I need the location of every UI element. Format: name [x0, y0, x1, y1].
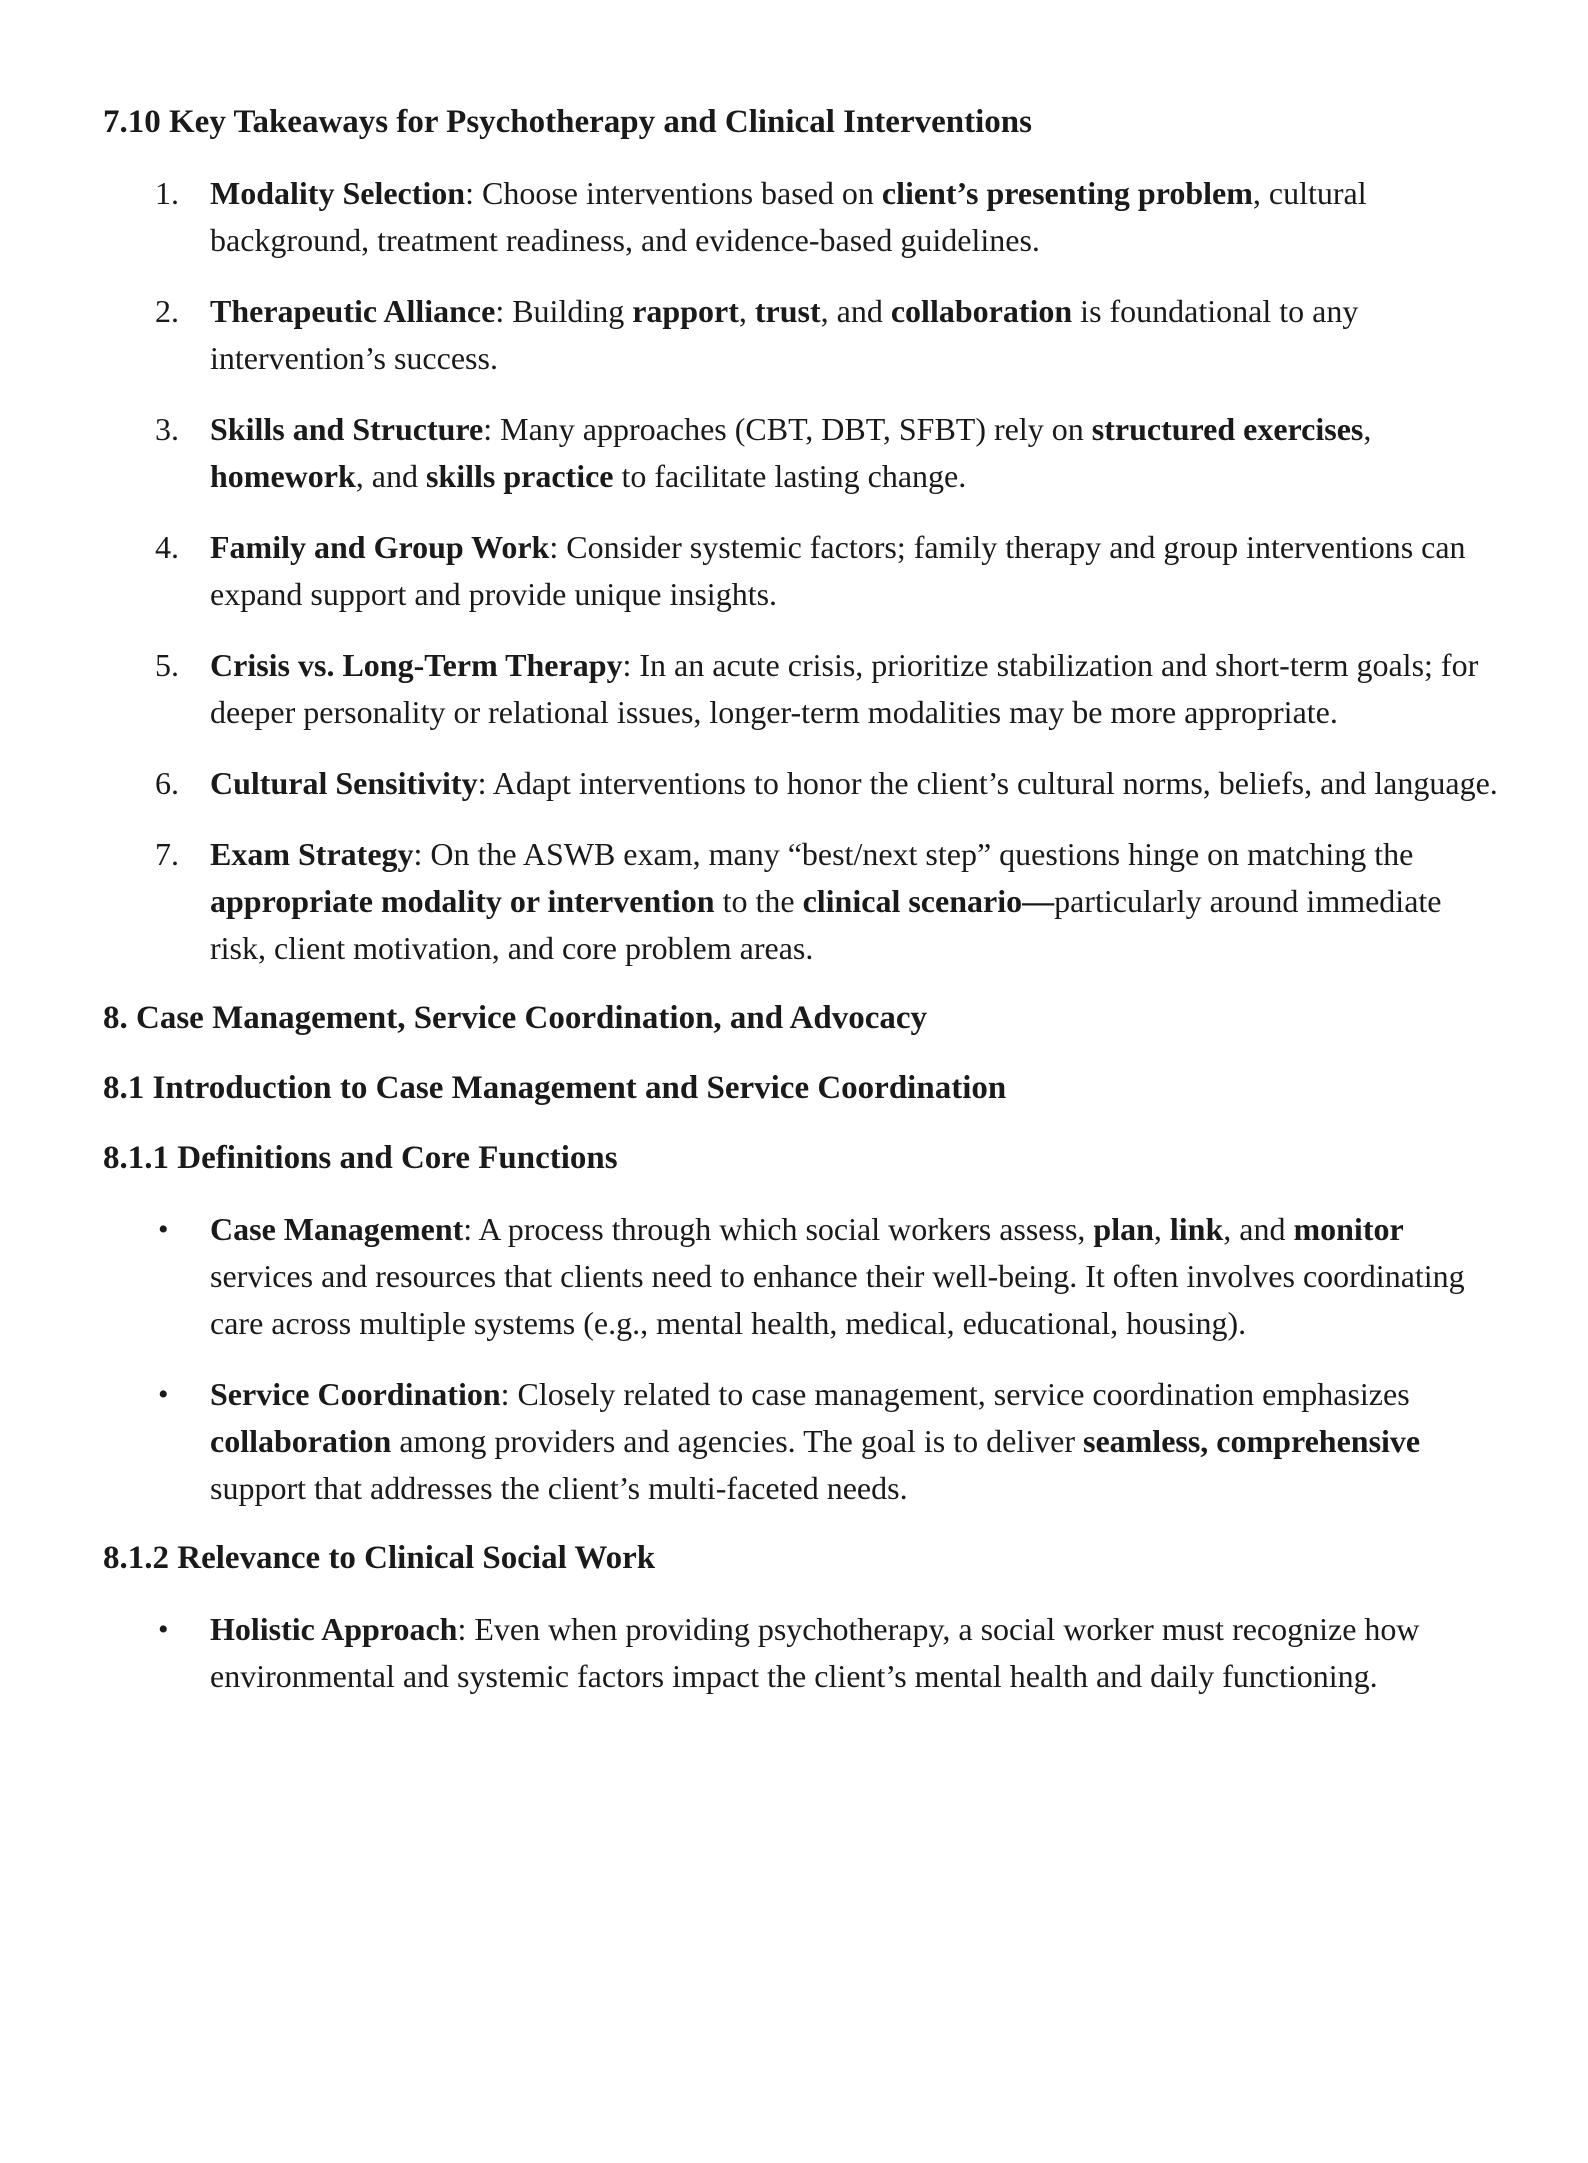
- list-item-family-and-group-work: [103, 524, 1503, 618]
- item-text: Adapt interventions to honor the client’s cultural norms, beliefs, and language.: [492, 765, 1498, 801]
- item-text: ,: [1363, 411, 1372, 447]
- list-item-skills-and-structure: [103, 406, 1503, 500]
- section-heading-8-1-2: 8.1.2 Relevance to Clinical Social Work: [103, 1540, 656, 1576]
- item-term: Service Coordination: [210, 1376, 501, 1412]
- item-text: ,: [738, 293, 755, 329]
- document-page: [103, 100, 1503, 1724]
- section-heading-8-1: 8.1 Introduction to Case Management and Service Coordination: [103, 1070, 1007, 1106]
- item-term: Cultural Sensitivity: [210, 765, 478, 801]
- item-text: ,: [1153, 1211, 1170, 1247]
- item-term: Crisis vs. Long-Term Therapy: [210, 647, 623, 683]
- item-sep: :: [477, 765, 493, 801]
- list-item-service-coordination: [103, 1371, 1503, 1512]
- section-heading-8-1-1: 8.1.1 Definitions and Core Functions: [103, 1140, 618, 1176]
- item-sep: :: [413, 836, 431, 872]
- item-emphasis: client’s presenting problem: [881, 175, 1253, 211]
- item-text: , and: [820, 293, 891, 329]
- list-item-therapeutic-alliance: [103, 288, 1503, 382]
- bullet: •: [158, 1378, 169, 1411]
- list-number: 7.: [155, 836, 179, 872]
- definitions-list: [103, 1206, 1503, 1512]
- item-text: to facilitate lasting change.: [613, 458, 967, 494]
- item-term: Family and Group Work: [210, 529, 550, 565]
- list-item-case-management: [103, 1206, 1503, 1347]
- item-emphasis: structured exercises: [1091, 411, 1364, 447]
- item-term: Therapeutic Alliance: [210, 293, 496, 329]
- list-number: 1.: [155, 175, 179, 211]
- item-text: is foundational to any intervention’s success.: [210, 293, 1359, 376]
- item-sep: :: [463, 1211, 479, 1247]
- item-term: Case Management: [210, 1211, 464, 1247]
- item-term: Holistic Approach: [210, 1611, 458, 1647]
- item-text: Even when providing psychotherapy, a social worker must recognize how environmental and systemic factors impact the client’s mental health and daily functioning.: [210, 1611, 1420, 1694]
- item-text: , and: [1223, 1211, 1294, 1247]
- list-number: 6.: [155, 765, 179, 801]
- item-text: On the ASWB exam, many “best/next step” questions hinge on matching the: [430, 836, 1414, 872]
- list-number: 2.: [155, 293, 179, 329]
- item-sep: :: [500, 1376, 518, 1412]
- list-number: 3.: [155, 411, 179, 447]
- bullet: •: [158, 1213, 169, 1246]
- item-text: support that addresses the client’s multi-faceted needs.: [210, 1470, 908, 1506]
- item-text: , cultural background, treatment readiness, and evidence-based guidelines.: [210, 175, 1367, 258]
- item-text: Building: [512, 293, 633, 329]
- item-emphasis: collaboration: [890, 293, 1073, 329]
- item-text: Closely related to case management, service coordination emphasizes: [517, 1376, 1410, 1412]
- item-text: Consider systemic factors; family therapy and group interventions can expand support and provide unique insights.: [210, 529, 1466, 612]
- list-item-holistic-approach: [103, 1606, 1503, 1700]
- item-text: Many approaches (CBT, DBT, SFBT) rely on: [500, 411, 1092, 447]
- item-sep: :: [465, 175, 482, 211]
- key-takeaways-list: [103, 170, 1503, 972]
- item-text: Choose interventions based on: [481, 175, 882, 211]
- item-emphasis: collaboration: [210, 1423, 392, 1459]
- item-emphasis: skills practice: [425, 458, 614, 494]
- item-sep: :: [495, 293, 513, 329]
- item-emphasis: seamless, comprehensive: [1082, 1423, 1421, 1459]
- item-emphasis: link: [1169, 1211, 1224, 1247]
- item-sep: :: [549, 529, 567, 565]
- list-item-exam-strategy: [103, 831, 1503, 972]
- item-text: particularly around immediate risk, client motivation, and core problem areas.: [210, 883, 1442, 966]
- item-emphasis: trust: [754, 293, 821, 329]
- item-text: In an acute crisis, prioritize stabilization and short-term goals; for deeper personality or relational issues, longer-term modalities may be more appropriate.: [210, 647, 1479, 730]
- item-sep: :: [457, 1611, 475, 1647]
- section-heading-7-10: 7.10 Key Takeaways for Psychotherapy and Clinical Interventions: [103, 104, 1032, 140]
- item-emphasis: rapport: [632, 293, 739, 329]
- item-text: , and: [355, 458, 426, 494]
- bullet: •: [158, 1613, 169, 1646]
- item-term: Skills and Structure: [210, 411, 484, 447]
- item-sep: :: [622, 647, 640, 683]
- item-emphasis: homework: [210, 458, 356, 494]
- list-item-cultural-sensitivity: [103, 760, 1503, 807]
- item-emphasis: plan: [1093, 1211, 1154, 1247]
- list-item-modality-selection: [103, 170, 1503, 264]
- list-number: 4.: [155, 529, 179, 565]
- item-term: Exam Strategy: [210, 836, 414, 872]
- list-number: 5.: [155, 647, 179, 683]
- item-text: A process through which social workers assess,: [478, 1211, 1094, 1247]
- relevance-list: [103, 1606, 1503, 1700]
- item-emphasis: appropriate modality or intervention: [210, 883, 715, 919]
- item-text: among providers and agencies. The goal is to deliver: [391, 1423, 1083, 1459]
- list-item-crisis-vs-long-term: [103, 642, 1503, 736]
- item-emphasis: monitor: [1293, 1211, 1404, 1247]
- item-term: Modality Selection: [210, 175, 466, 211]
- item-sep: :: [483, 411, 501, 447]
- item-text: services and resources that clients need to enhance their well-being. It often involves coordinating care across multiple systems (e.g., mental health, medical, educational, housing).: [210, 1258, 1465, 1341]
- item-text: to the: [714, 883, 803, 919]
- item-emphasis: clinical scenario—: [802, 883, 1055, 919]
- section-heading-8: 8. Case Management, Service Coordination, and Advocacy: [103, 1000, 928, 1036]
